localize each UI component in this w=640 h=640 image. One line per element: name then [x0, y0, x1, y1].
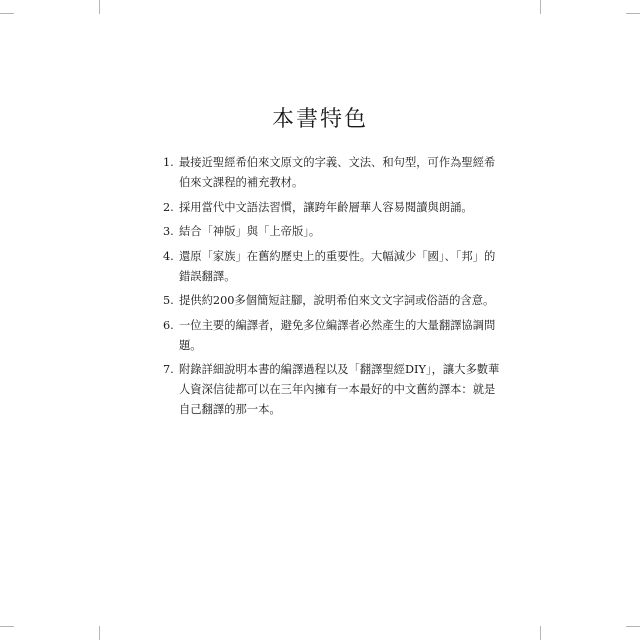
crop-mark-bottom-right: [540, 626, 541, 640]
page-title: 本書特色: [271, 107, 368, 132]
list-item: [163, 247, 503, 287]
list-item-text: 最接近聖經希伯來文原文的字義、文法、和句型，可作為聖經希伯來文課程的補充教材。: [179, 156, 496, 189]
crop-mark-right-bottom: [626, 626, 640, 627]
list-item-text: 一位主要的編譯者，避免多位編譯者必然產生的大量翻譯協調問題。: [179, 318, 496, 352]
list-item-number: 5.: [163, 294, 174, 307]
crop-mark-top-right: [540, 0, 541, 14]
list-item-number: 4.: [163, 249, 174, 263]
list-item-number: 7.: [163, 363, 174, 376]
list-item-text: 提供約200多個簡短註腳，說明希伯來文文字詞或俗語的含意。: [179, 294, 495, 307]
list-item: [163, 291, 503, 311]
crop-mark-left-top: [0, 13, 14, 14]
list-item-number: 2.: [163, 200, 174, 214]
list-item: [163, 316, 503, 356]
crop-mark-top-left: [99, 0, 100, 14]
list-item: [163, 222, 503, 242]
list-item-number: 6.: [163, 318, 174, 332]
list-item: [163, 360, 503, 420]
list-item-text: 採用當代中文語法習慣，讓跨年齡層華人容易閱讀與朗誦。: [179, 200, 473, 214]
list-item-text: 結合「神版」與「上帝版」。: [179, 225, 321, 238]
list-item: [163, 153, 503, 193]
list-item: [163, 198, 503, 218]
crop-mark-left-bottom: [0, 626, 14, 627]
list-item-text: 還原「家族」在舊約歷史上的重要性。大幅減少「國」、「邦」的錯誤翻譯。: [179, 249, 496, 283]
list-item-number: 1.: [163, 156, 174, 169]
crop-mark-bottom-left: [99, 626, 100, 640]
list-item-text: 附錄詳細說明本書的編譯過程以及「翻譯聖經DIY」，讓大多數華人資深信徒都可以在三年內擁有一本最好的中文舊約譯本：就是自己翻譯的那一本。: [179, 363, 500, 416]
list-item-number: 3.: [163, 225, 174, 238]
feature-list: [163, 153, 503, 425]
crop-mark-right-top: [626, 13, 640, 14]
